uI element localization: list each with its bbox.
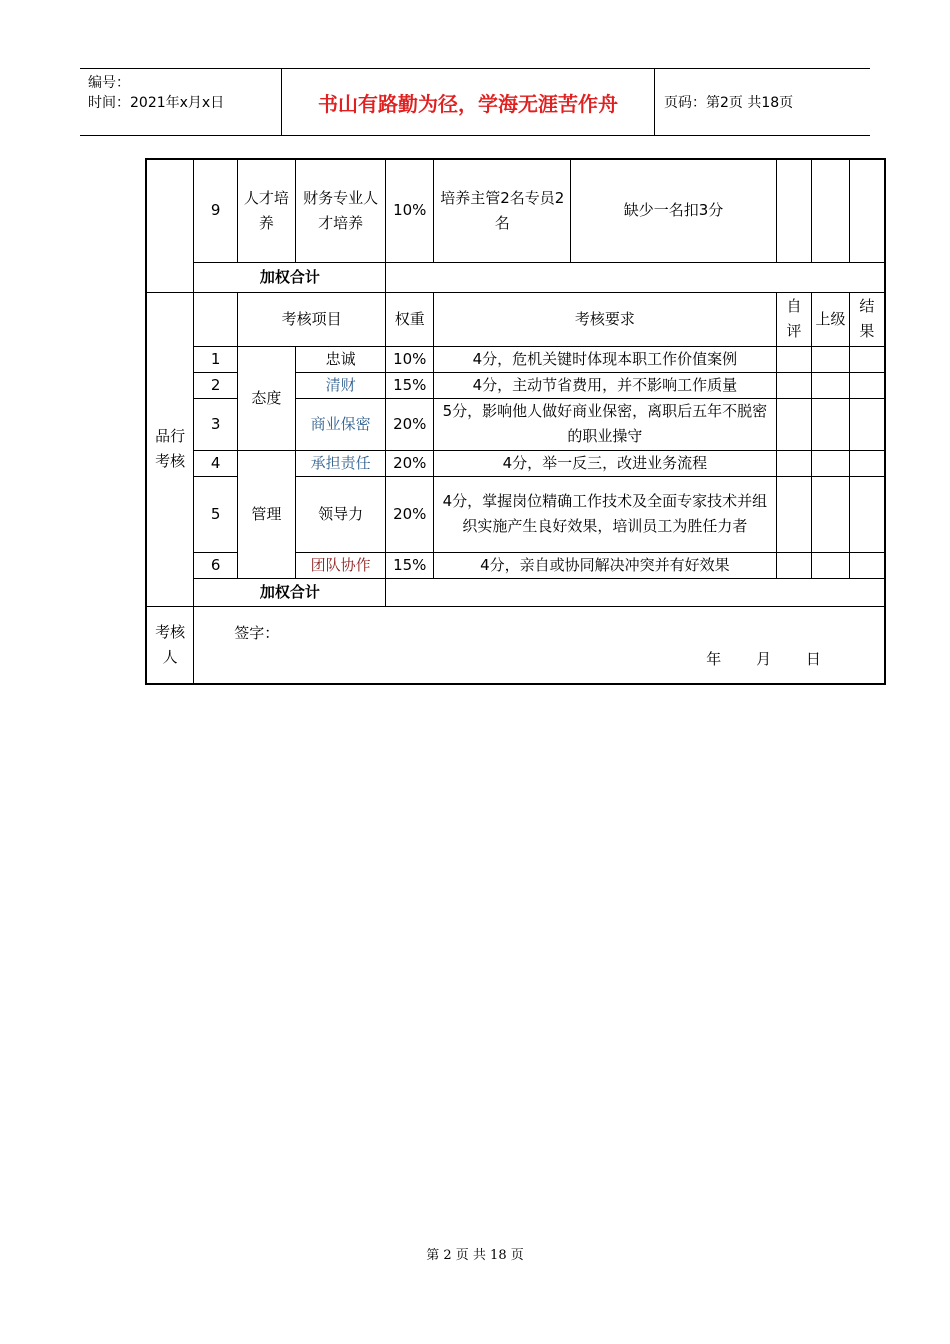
document-time-label: 时间：2021年x月x日 [88, 95, 225, 111]
result-cell[interactable] [849, 552, 885, 578]
result-cell[interactable] [849, 346, 885, 372]
self-score-cell[interactable] [776, 159, 812, 262]
row-number: 4 [194, 450, 238, 476]
row-number: 1 [194, 346, 238, 372]
weight-cell: 20% [386, 476, 434, 552]
date-year: 年 [706, 649, 722, 668]
table-row [146, 292, 885, 346]
weighted-total-value[interactable] [386, 262, 885, 292]
assessment-table [145, 158, 886, 685]
empty-cell [146, 159, 194, 292]
self-score-cell[interactable] [776, 552, 812, 578]
column-header-superior: 上级 [812, 292, 850, 346]
table-row [146, 578, 885, 606]
item-cell: 团队协作 [295, 552, 385, 578]
column-header-requirement: 考核要求 [434, 292, 777, 346]
rule-cell: 缺少一名扣3分 [571, 159, 776, 262]
weight-cell: 10% [386, 346, 434, 372]
date-day: 日 [805, 649, 821, 668]
header-meta [88, 73, 224, 113]
requirement-cell: 4分，掌握岗位精确工作技术及全面专家技术并组织实施产生良好效果，培训员工为胜任力者 [434, 476, 777, 552]
self-score-cell[interactable] [776, 476, 812, 552]
signature-area[interactable] [194, 606, 885, 684]
self-score-cell[interactable] [776, 450, 812, 476]
document-number-label: 编号： [88, 75, 130, 91]
item-cell: 领导力 [295, 476, 385, 552]
page-footer: 第 2 页 共 18 页 [426, 1248, 524, 1263]
section-label: 品行考核 [146, 292, 194, 606]
requirement-cell: 5分，影响他人做好商业保密，离职后五年不脱密的职业操守 [434, 398, 777, 450]
row-number: 6 [194, 552, 238, 578]
weight-cell: 20% [386, 450, 434, 476]
row-number: 5 [194, 476, 238, 552]
table-row [146, 159, 885, 262]
assessor-label: 考核人 [146, 606, 194, 684]
requirement-cell: 4分，举一反三，改进业务流程 [434, 450, 777, 476]
weight-cell: 20% [386, 398, 434, 450]
item-cell: 清财 [295, 372, 385, 398]
superior-score-cell[interactable] [812, 398, 850, 450]
column-header-result: 结果 [849, 292, 885, 346]
empty-cell [194, 292, 238, 346]
table-row [146, 606, 885, 684]
header-page-info: 页码：第2页 共18页 [664, 95, 794, 111]
weighted-total-label: 加权合计 [194, 578, 386, 606]
table-row [146, 346, 885, 372]
result-cell[interactable] [849, 450, 885, 476]
row-number: 9 [194, 159, 238, 262]
item-cell: 忠诚 [295, 346, 385, 372]
group-label-attitude: 态度 [237, 346, 295, 450]
result-cell[interactable] [849, 372, 885, 398]
self-score-cell[interactable] [776, 398, 812, 450]
page-header [80, 68, 870, 136]
date-month: 月 [756, 649, 772, 668]
requirement-cell: 4分，危机关键时体现本职工作价值案例 [434, 346, 777, 372]
superior-score-cell[interactable] [812, 159, 850, 262]
superior-score-cell[interactable] [812, 372, 850, 398]
row-number: 3 [194, 398, 238, 450]
requirement-cell: 4分，主动节省费用，并不影响工作质量 [434, 372, 777, 398]
target-cell: 培养主管2名专员2名 [434, 159, 571, 262]
weighted-total-label: 加权合计 [194, 262, 386, 292]
header-divider [654, 69, 655, 135]
weight-cell: 15% [386, 552, 434, 578]
column-header-weight: 权重 [386, 292, 434, 346]
signature-date [706, 647, 851, 672]
superior-score-cell[interactable] [812, 346, 850, 372]
table-row [146, 450, 885, 476]
superior-score-cell[interactable] [812, 552, 850, 578]
superior-score-cell[interactable] [812, 450, 850, 476]
result-cell[interactable] [849, 398, 885, 450]
group-label-management: 管理 [237, 450, 295, 578]
column-header-self: 自评 [776, 292, 812, 346]
result-cell[interactable] [849, 159, 885, 262]
weighted-total-value[interactable] [386, 578, 885, 606]
column-header-item: 考核项目 [237, 292, 385, 346]
requirement-cell: 4分，亲自或协同解决冲突并有好效果 [434, 552, 777, 578]
row-number: 2 [194, 372, 238, 398]
item-cell: 承担责任 [295, 450, 385, 476]
weight-cell: 10% [386, 159, 434, 262]
weight-cell: 15% [386, 372, 434, 398]
header-motto: 书山有路勤为径，学海无涯苦作舟 [318, 91, 618, 116]
superior-score-cell[interactable] [812, 476, 850, 552]
item-cell: 商业保密 [295, 398, 385, 450]
item-cell: 财务专业人才培养 [295, 159, 385, 262]
result-cell[interactable] [849, 476, 885, 552]
self-score-cell[interactable] [776, 372, 812, 398]
signature-label: 签字： [234, 623, 280, 642]
category-cell: 人才培养 [237, 159, 295, 262]
table-row [146, 262, 885, 292]
self-score-cell[interactable] [776, 346, 812, 372]
